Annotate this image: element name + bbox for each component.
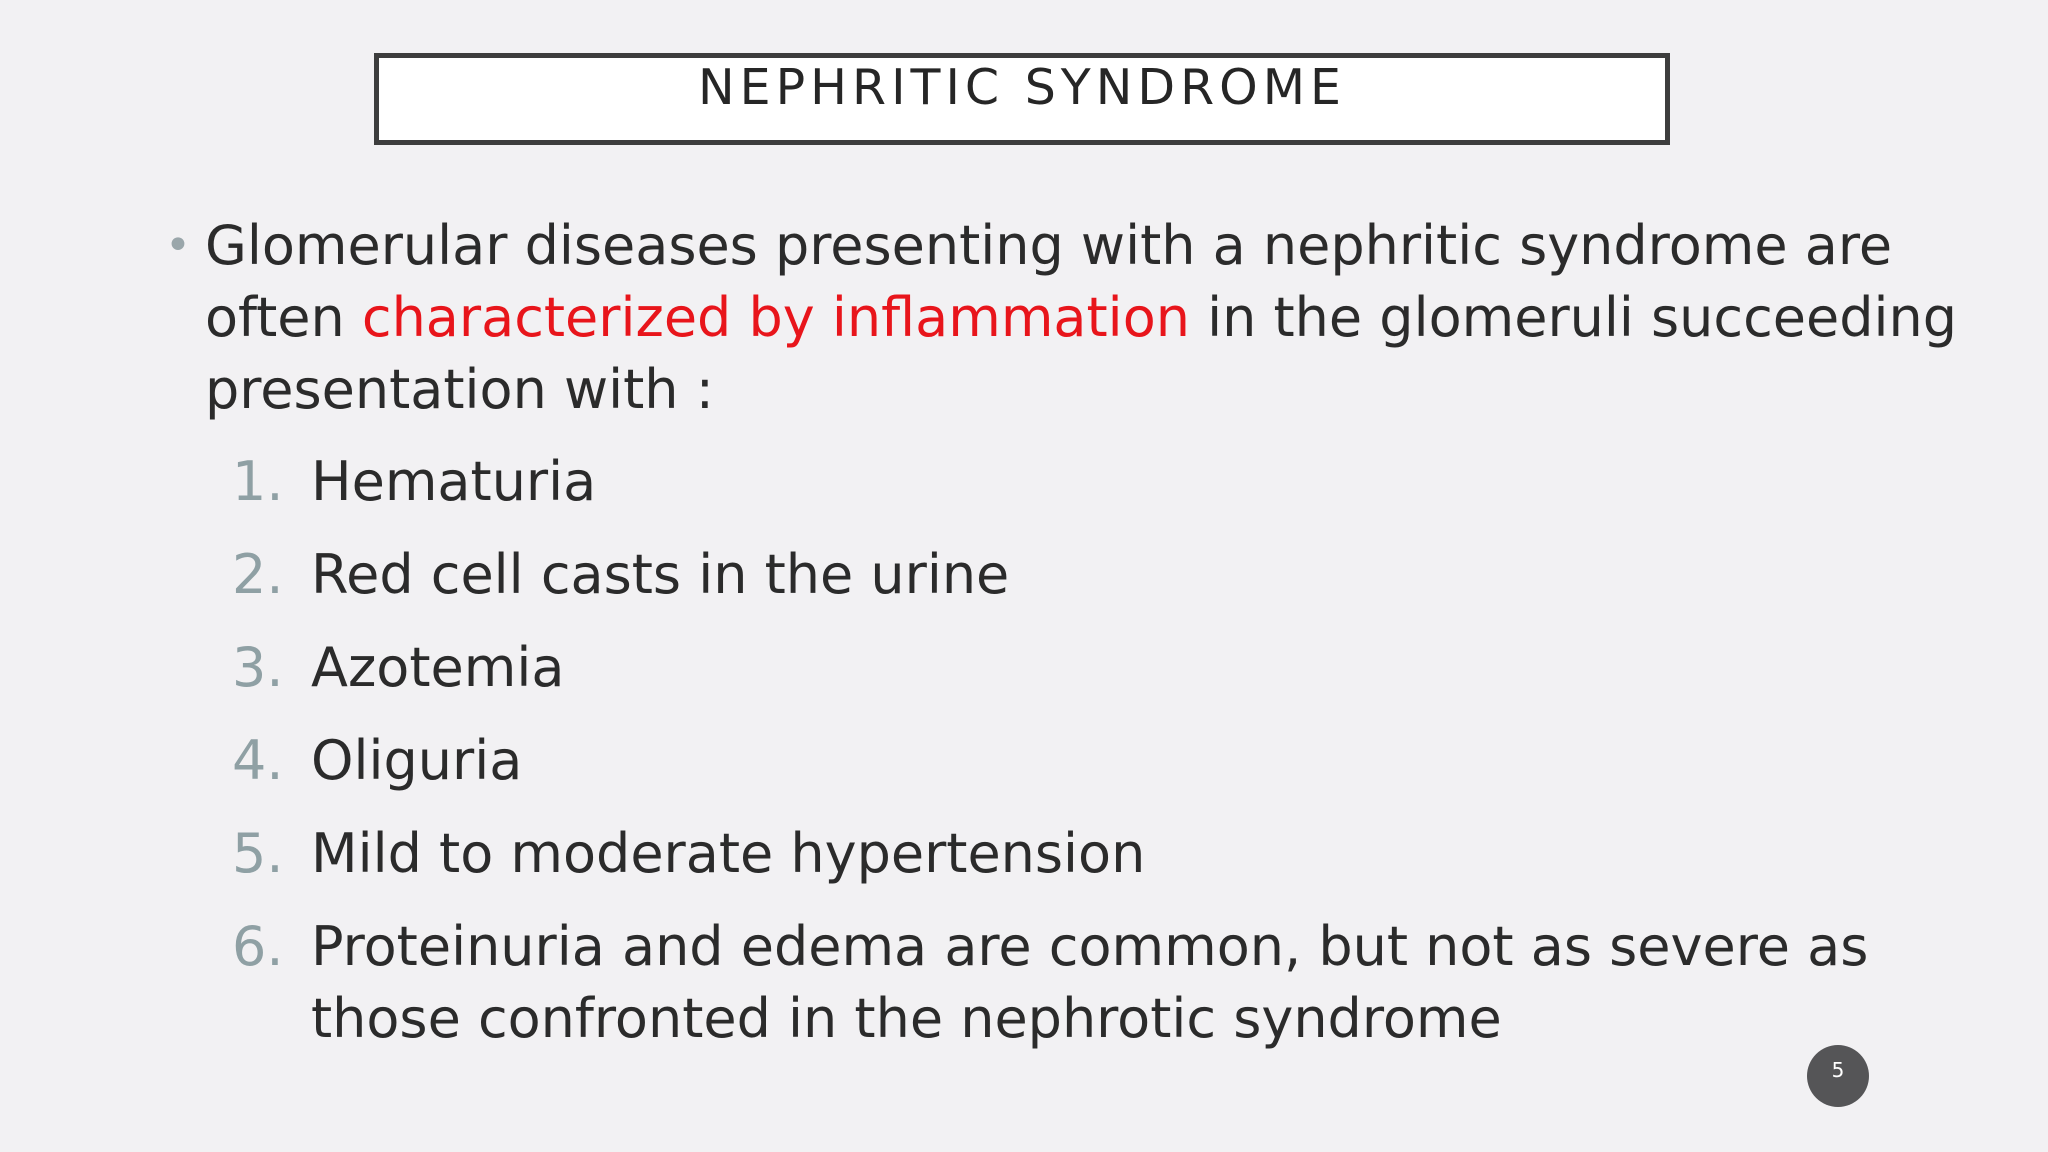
list-item-text: Proteinuria and edema are common, but not as severe as those confronted in the nephrotic syndrome [311,915,1869,1050]
list-item-text: Oliguria [311,729,523,792]
bullet-paragraph [165,210,2005,426]
list-item [165,539,2005,611]
list-item-text: Red cell casts in the urine [311,543,1010,606]
list-item [165,725,2005,797]
list-item-text: Hematuria [311,450,597,513]
list-number: 6. [232,915,284,978]
page-number-badge [1807,1045,1869,1107]
bullet-highlight: characterized by inflammation [361,286,1190,349]
list-number: 5. [232,822,284,885]
title-box [374,53,1670,145]
list-item-text: Azotemia [311,636,565,699]
numbered-list [165,446,2005,1055]
slide-body [165,210,2005,1076]
list-number: 4. [232,729,284,792]
list-number: 1. [232,450,284,513]
list-number: 2. [232,543,284,606]
list-item [165,632,2005,704]
list-item-text: Mild to moderate hypertension [311,822,1146,885]
list-number: 3. [232,636,284,699]
bullet-text-before: Glomerular diseases presenting with a nephritic syndrome are often [205,214,1893,349]
list-item [165,446,2005,518]
list-item [165,818,2005,890]
list-item [165,911,2005,1055]
page-number: 5 [1831,1058,1845,1082]
bullet-text-after: in the glomeruli succeeding presentation with : [205,286,1958,421]
slide-title: NEPHRITIC SYNDROME [698,59,1346,116]
bullet-icon: • [165,220,191,271]
